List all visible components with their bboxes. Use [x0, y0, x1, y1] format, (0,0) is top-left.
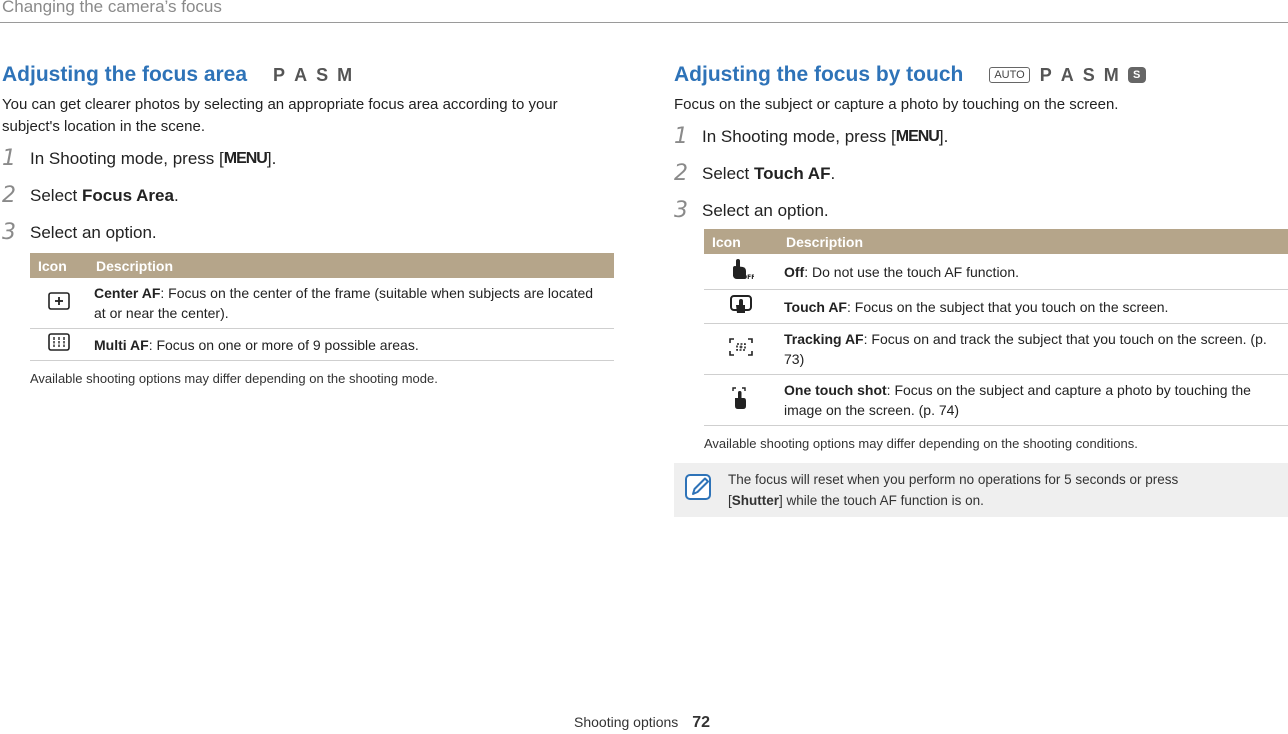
table-row: Tracking AF: Focus on and track the subject that you touch on the screen. (p. 73) — [704, 324, 1288, 375]
footer-section: Shooting options — [574, 714, 679, 730]
multi-af-icon — [48, 333, 70, 351]
intro-text: You can get clearer photos by selecting an appropriate focus area according to your subject's location in the scene. — [2, 96, 558, 135]
mode-indicators — [273, 60, 361, 90]
step-1: 1 In Shooting mode, press [ MENU ]. — [674, 124, 949, 149]
mode-smart: S — [1128, 67, 1146, 83]
mode-p: P — [1039, 65, 1052, 85]
center-af-icon — [48, 292, 70, 310]
mode-s: S — [1082, 65, 1095, 85]
column-header-description: Description — [778, 229, 1288, 254]
column-header-description: Description — [88, 253, 614, 278]
mode-a: A — [1060, 65, 1074, 85]
tip-box — [674, 463, 1288, 517]
mode-auto: AUTO — [989, 67, 1029, 83]
step-3: 3 Select an option. — [2, 220, 157, 245]
step-3: 3 Select an option. — [674, 198, 829, 223]
focus-area-title: Adjusting the focus area — [2, 63, 248, 86]
page-footer — [574, 714, 710, 732]
menu-key: MENU — [895, 127, 939, 145]
focus-area-section — [2, 60, 614, 386]
tracking-af-icon — [728, 337, 754, 357]
touch-focus-section — [674, 60, 1288, 517]
section-title — [674, 60, 1288, 90]
touch-off-icon — [728, 258, 754, 280]
availability-note: Available shooting options may differ depending on the shooting conditions. — [704, 436, 1138, 451]
touch-af-options-table — [704, 229, 1288, 426]
table-row: Center AF: Focus on the center of the frame (suitable when subjects are located at or near the center). — [30, 278, 614, 329]
table-row: One touch shot: Focus on the subject and capture a photo by touching the image on the screen. (p. 74) — [704, 375, 1288, 426]
step-2: 2 Select Focus Area . — [2, 183, 179, 208]
mode-p: P — [273, 65, 286, 85]
mode-m: M — [1103, 65, 1119, 85]
table-row: OFF Off: Do not use the touch AF function. — [704, 254, 1288, 290]
svg-text:OFF: OFF — [742, 274, 754, 280]
step-2: 2 Select Touch AF . — [674, 161, 836, 186]
step-1: 1 In Shooting mode, press [ MENU ]. — [2, 146, 277, 171]
header-divider — [0, 22, 1288, 23]
mode-m: M — [337, 65, 353, 85]
note-pencil-icon — [684, 472, 714, 502]
intro-text: Focus on the subject or capture a photo by touching on the screen. — [674, 96, 1119, 113]
touch-focus-title: Adjusting the focus by touch — [674, 63, 964, 86]
page-header-title: Changing the camera’s focus — [2, 0, 222, 16]
touch-af-icon — [729, 294, 753, 314]
availability-note: Available shooting options may differ depending on the shooting mode. — [30, 371, 438, 386]
tip-text: The focus will reset when you perform no operations for 5 seconds or press [Shutter] while the touch AF function is on. — [728, 472, 1179, 508]
page-number: 72 — [692, 714, 710, 731]
table-row: Multi AF: Focus on one or more of 9 possible areas. — [30, 329, 614, 361]
table-row: Touch AF: Focus on the subject that you touch on the screen. — [704, 290, 1288, 324]
one-touch-shot-icon — [731, 386, 751, 410]
column-header-icon: Icon — [30, 253, 88, 278]
mode-a: A — [294, 65, 308, 85]
shutter-key: Shutter — [731, 493, 780, 508]
section-title — [2, 60, 614, 90]
column-header-icon: Icon — [704, 229, 778, 254]
mode-s: S — [316, 65, 329, 85]
focus-area-options-table — [30, 253, 614, 361]
mode-indicators — [989, 60, 1145, 90]
menu-key: MENU — [223, 149, 267, 167]
